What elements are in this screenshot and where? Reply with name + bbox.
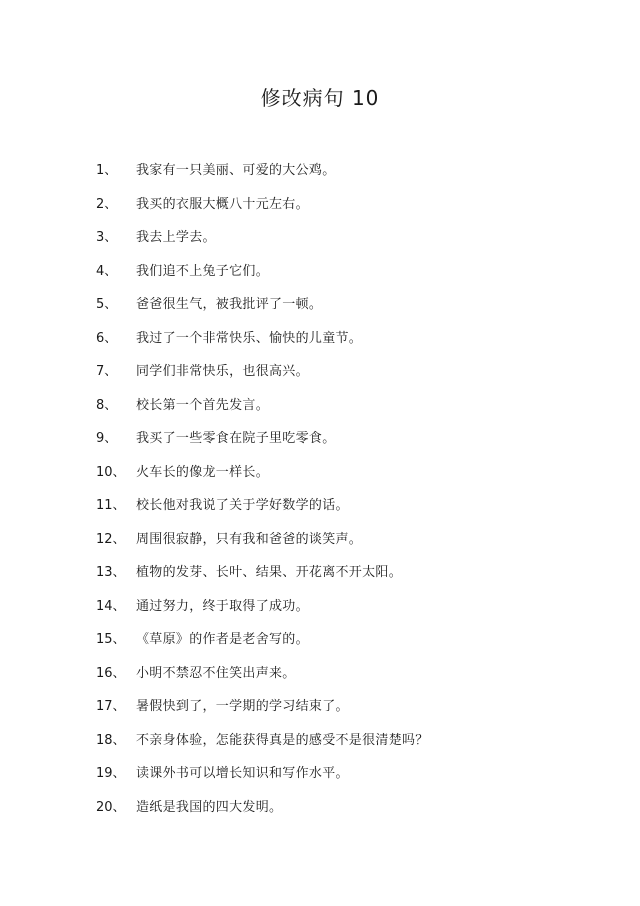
item-sentence: 校长他对我说了关于学好数学的话。 (136, 498, 349, 514)
item-number: 20、 (96, 799, 126, 815)
item-sentence: 读课外书可以增长知识和写作水平。 (136, 766, 349, 782)
item-sentence: 小明不禁忍不住笑出声来。 (136, 665, 296, 681)
item-sentence: 我家有一只美丽、可爱的大公鸡。 (136, 163, 336, 179)
list-item (96, 722, 616, 756)
list-item (96, 521, 616, 555)
list-item (96, 621, 616, 655)
item-number: 19、 (96, 766, 126, 782)
item-sentence: 暑假快到了，一学期的学习结束了。 (136, 699, 349, 715)
list-item (96, 655, 616, 689)
item-number: 4、 (96, 263, 118, 279)
item-number: 12、 (96, 531, 126, 547)
list-item (96, 755, 616, 789)
item-sentence: 同学们非常快乐，也很高兴。 (136, 364, 309, 380)
page-title: 修改病句 10 (260, 86, 380, 110)
list-item (96, 152, 616, 186)
item-sentence: 爸爸很生气，被我批评了一顿。 (136, 297, 323, 313)
item-number: 16、 (96, 665, 126, 681)
item-sentence: 造纸是我国的四大发明。 (136, 799, 283, 815)
list-item (96, 789, 616, 823)
item-number: 3、 (96, 230, 118, 246)
sentence-list (96, 152, 616, 822)
item-number: 6、 (96, 330, 118, 346)
list-item (96, 186, 616, 220)
list-item (96, 688, 616, 722)
list-item (96, 219, 616, 253)
list-item (96, 554, 616, 588)
item-sentence: 我过了一个非常快乐、愉快的儿童节。 (136, 330, 363, 346)
item-number: 8、 (96, 397, 118, 413)
list-item (96, 454, 616, 488)
item-number: 5、 (96, 297, 118, 313)
item-number: 13、 (96, 565, 126, 581)
item-number: 7、 (96, 364, 118, 380)
item-number: 11、 (96, 498, 126, 514)
list-item (96, 286, 616, 320)
item-sentence: 植物的发芽、长叶、结果、开花离不开太阳。 (136, 565, 403, 581)
item-number: 10、 (96, 464, 126, 480)
item-number: 2、 (96, 196, 118, 212)
list-item (96, 387, 616, 421)
item-number: 14、 (96, 598, 126, 614)
item-sentence: 不亲身体验，怎能获得真是的感受不是很清楚吗？ (136, 732, 429, 748)
list-item (96, 420, 616, 454)
list-item (96, 353, 616, 387)
item-number: 17、 (96, 699, 126, 715)
item-sentence: 通过努力，终于取得了成功。 (136, 598, 309, 614)
item-number: 9、 (96, 431, 118, 447)
item-number: 18、 (96, 732, 126, 748)
list-item (96, 253, 616, 287)
item-sentence: 我买的衣服大概八十元左右。 (136, 196, 309, 212)
item-sentence: 我买了一些零食在院子里吃零食。 (136, 431, 336, 447)
item-number: 1、 (96, 163, 118, 179)
list-item (96, 588, 616, 622)
item-sentence: 校长第一个首先发言。 (136, 397, 270, 413)
item-sentence: 我们追不上兔子它们。 (136, 263, 270, 279)
item-sentence: 周围很寂静，只有我和爸爸的谈笑声。 (136, 531, 363, 547)
list-item (96, 320, 616, 354)
item-sentence: 火车长的像龙一样长。 (136, 464, 270, 480)
list-item (96, 487, 616, 521)
item-sentence: 我去上学去。 (136, 230, 216, 246)
item-sentence: 《草原》的作者是老舍写的。 (136, 632, 309, 648)
item-number: 15、 (96, 632, 126, 648)
